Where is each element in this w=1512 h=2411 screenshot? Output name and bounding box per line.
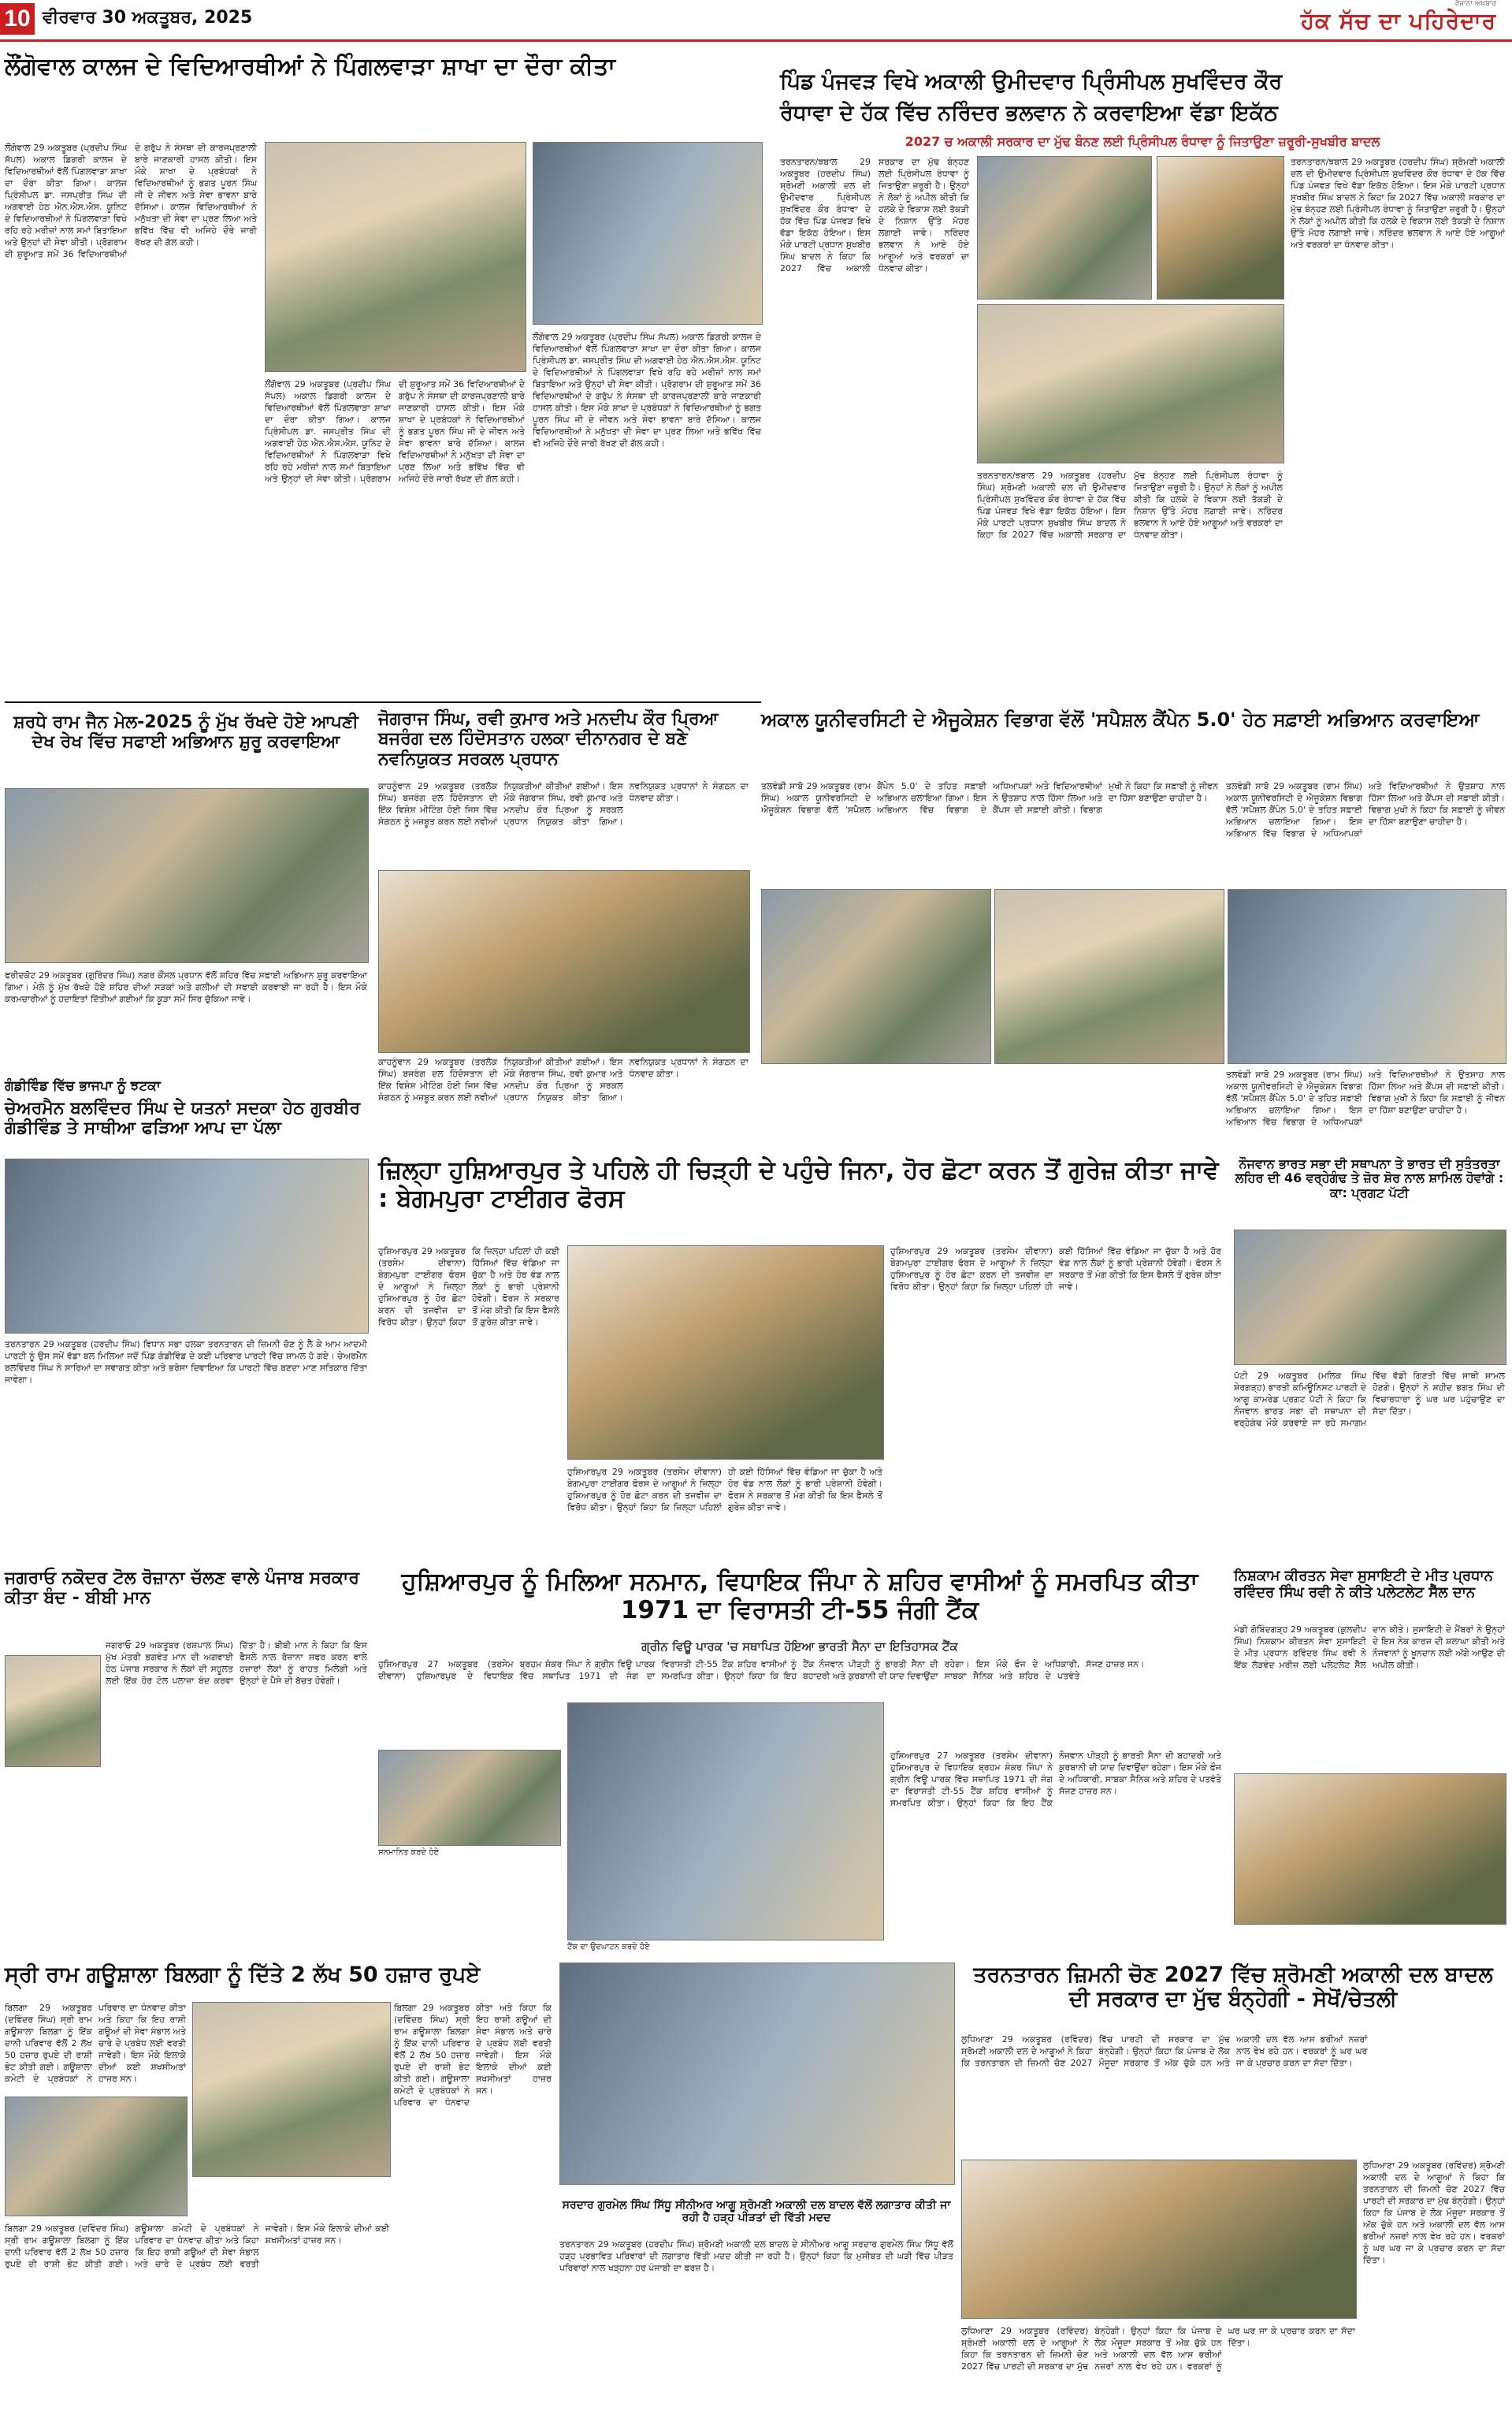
photo-bajrang — [378, 870, 750, 1053]
photo-pargat — [1234, 1230, 1506, 1365]
photo-tank-2 — [567, 1702, 884, 1940]
photo-gandiwind — [5, 1159, 369, 1334]
body-begumpura-3: ਹੁਸ਼ਿਆਰਪੁਰ 29 ਅਕਤੂਬਰ (ਤਰਸੇਮ ਦੀਵਾਨਾ) ਬੇਗਮਪੁਰਾ ਟਾਈਗਰ ਫੋਰਸ ਦੇ ਆਗੂਆਂ ਨੇ ਜ਼ਿਲ੍ਹਾ ਹੁਸ਼ਿਆਰਪੁਰ ਨੂੰ ਹੋਰ ਛੋਟਾ ਕਰਨ ਦੀ ਤਜਵੀਜ਼ ਦਾ ਵਿਰੋਧ ਕੀਤਾ। ਉਨ੍ਹਾਂ ਕਿਹਾ ਕਿ ਜ਼ਿਲ੍ਹਾ ਪਹਿਲਾਂ ਹੀ ਕਈ ਹਿੱਸਿਆਂ ਵਿੱਚ ਵੰਡਿਆ ਜਾ ਚੁੱਕਾ ਹੈ ਅਤੇ ਹੋਰ ਵੰਡ ਨਾਲ ਲੋਕਾਂ ਨੂੰ ਭਾਰੀ ਪ੍ਰੇਸ਼ਾਨੀ ਹੋਵੇਗੀ। ਫੋਰਸ ਨੇ ਸਰਕਾਰ ਤੋਂ ਮੰਗ ਕੀਤੀ ਕਿ ਇਸ ਫੈਸਲੇ ਤੋਂ ਗੁਰੇਜ਼ ਕੀਤਾ ਜਾਵੇ। — [890, 1246, 1221, 1292]
photo-akali-2 — [1157, 156, 1284, 300]
body-akali-3: ਤਰਨਤਾਰਨ/ਝਬਾਲ 29 ਅਕਤੂਬਰ (ਹਰਦੀਪ ਸਿੰਘ) ਸ਼੍ਰੋਮਣੀ ਅਕਾਲੀ ਦਲ ਦੀ ਉਮੀਦਵਾਰ ਪ੍ਰਿੰਸੀਪਲ ਸੁਖਵਿੰਦਰ ਕੌਰ ਰੰਧਾਵਾ ਦੇ ਹੱਕ ਵਿੱਚ ਪਿੰਡ ਪੰਜਵੜ ਵਿਖੇ ਵੱਡਾ ਇਕੱਠ ਹੋਇਆ। ਇਸ ਮੌਕੇ ਪਾਰਟੀ ਪ੍ਰਧਾਨ ਸੁਖਬੀਰ ਸਿੰਘ ਬਾਦਲ ਨੇ ਕਿਹਾ ਕਿ 2027 ਵਿੱਚ ਅਕਾਲੀ ਸਰਕਾਰ ਦਾ ਮੁੱਢ ਬੰਨ੍ਹਣ ਲਈ ਪ੍ਰਿੰਸੀਪਲ ਰੰਧਾਵਾ ਨੂੰ ਜਿਤਾਉਣਾ ਜ਼ਰੂਰੀ ਹੈ। ਉਨ੍ਹਾਂ ਨੇ ਲੋਕਾਂ ਨੂੰ ਅਪੀਲ ਕੀਤੀ ਕਿ ਹਲਕੇ ਦੇ ਵਿਕਾਸ ਲਈ ਤੱਕੜੀ ਦੇ ਨਿਸ਼ਾਨ ਉੱਤੇ ਮੋਹਰ ਲਗਾਈ ਜਾਵੇ। ਨਰਿੰਦਰ ਭਲਵਾਨ ਨੇ ਆਏ ਹੋਏ ਆਗੂਆਂ ਅਤੇ ਵਰਕਰਾਂ ਦਾ ਧੰਨਵਾਦ ਕੀਤਾ। — [1291, 157, 1505, 250]
photo-akali-1 — [977, 156, 1152, 300]
photo-university-1 — [761, 889, 991, 1064]
subhead-akali: 2027 ਚ ਅਕਾਲੀ ਸਰਕਾਰ ਦਾ ਮੁੱਢ ਬੰਨਣ ਲਈ ਪ੍ਰਿੰਸੀਪਲ ਰੰਧਾਵਾ ਨੂੰ ਜਿਤਾਉਣਾ ਜ਼ਰੂਰੀ-ਸੁਖਬੀਰ ਬਾਦਲ — [905, 134, 1380, 149]
body-begumpura-2: ਹੁਸ਼ਿਆਰਪੁਰ 29 ਅਕਤੂਬਰ (ਤਰਸੇਮ ਦੀਵਾਨਾ) ਬੇਗਮਪੁਰਾ ਟਾਈਗਰ ਫੋਰਸ ਦੇ ਆਗੂਆਂ ਨੇ ਜ਼ਿਲ੍ਹਾ ਹੁਸ਼ਿਆਰਪੁਰ ਨੂੰ ਹੋਰ ਛੋਟਾ ਕਰਨ ਦੀ ਤਜਵੀਜ਼ ਦਾ ਵਿਰੋਧ ਕੀਤਾ। ਉਨ੍ਹਾਂ ਕਿਹਾ ਕਿ ਜ਼ਿਲ੍ਹਾ ਪਹਿਲਾਂ ਹੀ ਕਈ ਹਿੱਸਿਆਂ ਵਿੱਚ ਵੰਡਿਆ ਜਾ ਚੁੱਕਾ ਹੈ ਅਤੇ ਹੋਰ ਵੰਡ ਨਾਲ ਲੋਕਾਂ ਨੂੰ ਭਾਰੀ ਪ੍ਰੇਸ਼ਾਨੀ ਹੋਵੇਗੀ। ਫੋਰਸ ਨੇ ਸਰਕਾਰ ਤੋਂ ਮੰਗ ਕੀਤੀ ਕਿ ਇਸ ਫੈਸਲੇ ਤੋਂ ਗੁਰੇਜ਼ ਕੀਤਾ ਜਾਵੇ। — [567, 1467, 882, 1512]
masthead-logo: ਹੱਕ ਸੱਚ ਦਾ ਪਹਿਰੇਦਾਰ — [1300, 8, 1496, 34]
photo-sidhu — [559, 1963, 955, 2185]
body-sidhu: ਤਰਨਤਾਰਨ 29 ਅਕਤੂਬਰ (ਹਰਦੀਪ ਸਿੰਘ) ਸ਼੍ਰੋਮਣੀ ਅਕਾਲੀ ਦਲ ਬਾਦਲ ਦੇ ਸੀਨੀਅਰ ਆਗੂ ਸਰਦਾਰ ਗੁਰਮੇਲ ਸਿੰਘ ਸਿੱਧੂ ਵੱਲੋਂ ਹੜ੍ਹ ਪ੍ਰਭਾਵਿਤ ਪਰਿਵਾਰਾਂ ਦੀ ਲਗਾਤਾਰ ਵਿੱਤੀ ਮਦਦ ਕੀਤੀ ਜਾ ਰਹੀ ਹੈ। ਉਨ੍ਹਾਂ ਕਿਹਾ ਕਿ ਮੁਸੀਬਤ ਦੀ ਘੜੀ ਵਿੱਚ ਪੀੜਤ ਪਰਿਵਾਰਾਂ ਨਾਲ ਖੜ੍ਹਨਾ ਹਰ ਪੰਜਾਬੀ ਦਾ ਫਰਜ਼ ਹੈ। — [559, 2239, 953, 2273]
body-tank-2: ਹੁਸ਼ਿਆਰਪੁਰ 27 ਅਕਤੂਬਰ (ਤਰਸੇਮ ਦੀਵਾਨਾ) ਹੁਸ਼ਿਆਰਪੁਰ ਦੇ ਵਿਧਾਇਕ ਬ੍ਰਹਮ ਸ਼ੰਕਰ ਜਿੰਪਾ ਨੇ ਗ੍ਰੀਨ ਵਿਊ ਪਾਰਕ ਵਿੱਚ ਸਥਾਪਿਤ 1971 ਦੀ ਜੰਗ ਦਾ ਵਿਰਾਸਤੀ ਟੀ-55 ਟੈਂਕ ਸ਼ਹਿਰ ਵਾਸੀਆਂ ਨੂੰ ਸਮਰਪਿਤ ਕੀਤਾ। ਉਨ੍ਹਾਂ ਕਿਹਾ ਕਿ ਇਹ ਟੈਂਕ ਨੌਜਵਾਨ ਪੀੜ੍ਹੀ ਨੂੰ ਭਾਰਤੀ ਸੈਨਾ ਦੀ ਬਹਾਦਰੀ ਅਤੇ ਕੁਰਬਾਨੀ ਦੀ ਯਾਦ ਦਿਵਾਉਂਦਾ ਰਹੇਗਾ। ਇਸ ਮੌਕੇ ਫੌਜ ਦੇ ਅਧਿਕਾਰੀ, ਸਾਬਕਾ ਸੈਨਿਕ ਅਤੇ ਸ਼ਹਿਰ ਦੇ ਪਤਵੰਤੇ ਸੱਜਣ ਹਾਜ਼ਰ ਸਨ। — [890, 1751, 1221, 1808]
page-number-box — [0, 3, 35, 35]
caption-tank-2: ਟੈਂਕ ਦਾ ਉਦਘਾਟਨ ਕਰਦੇ ਹੋਏ — [567, 1943, 650, 1951]
body-longowal: ਲੌਂਗੋਵਾਲ 29 ਅਕਤੂਬਰ (ਪ੍ਰਦੀਪ ਸਿੰਘ ਸੱਪਲ) ਅਕਾਲ ਡਿਗਰੀ ਕਾਲਜ ਦੇ ਵਿਦਿਆਰਥੀਆਂ ਵੱਲੋਂ ਪਿੰਗਲਵਾੜਾ ਸ਼ਾਖਾ ਦਾ ਦੌਰਾ ਕੀਤਾ ਗਿਆ। ਕਾਲਜ ਪ੍ਰਿੰਸੀਪਲ ਡਾ. ਜਸਪ੍ਰੀਤ ਸਿੰਘ ਦੀ ਅਗਵਾਈ ਹੇਠ ਐਨ.ਐਸ.ਐਸ. ਯੂਨਿਟ ਦੇ ਵਿਦਿਆਰਥੀਆਂ ਨੇ ਪਿੰਗਲਵਾੜਾ ਵਿਖੇ ਰਹਿ ਰਹੇ ਮਰੀਜ਼ਾਂ ਨਾਲ ਸਮਾਂ ਬਿਤਾਇਆ ਅਤੇ ਉਨ੍ਹਾਂ ਦੀ ਸੇਵਾ ਕੀਤੀ। ਪ੍ਰੋਗਰਾਮ ਦੀ ਸ਼ੁਰੂਆਤ ਸਮੇਂ 36 ਵਿਦਿਆਰਥੀਆਂ ਦੇ ਗਰੁੱਪ ਨੇ ਸੰਸਥਾ ਦੀ ਕਾਰਜਪ੍ਰਣਾਲੀ ਬਾਰੇ ਜਾਣਕਾਰੀ ਹਾਸਲ ਕੀਤੀ। ਇਸ ਮੌਕੇ ਸ਼ਾਖਾ ਦੇ ਪ੍ਰਬੰਧਕਾਂ ਨੇ ਵਿਦਿਆਰਥੀਆਂ ਨੂੰ ਭਗਤ ਪੂਰਨ ਸਿੰਘ ਜੀ ਦੇ ਜੀਵਨ ਅਤੇ ਸੇਵਾ ਭਾਵਨਾ ਬਾਰੇ ਦੱਸਿਆ। ਕਾਲਜ ਵਿਦਿਆਰਥੀਆਂ ਨੇ ਮਨੁੱਖਤਾ ਦੀ ਸੇਵਾ ਦਾ ਪ੍ਰਣ ਲਿਆ ਅਤੇ ਭਵਿੱਖ ਵਿੱਚ ਵੀ ਅਜਿਹੇ ਦੌਰੇ ਜਾਰੀ ਰੱਖਣ ਦੀ ਗੱਲ ਕਹੀ। — [5, 143, 257, 259]
body-sekhon-3: ਲੁਧਿਆਣਾ 29 ਅਕਤੂਬਰ (ਰਵਿੰਦਰ) ਸ਼੍ਰੋਮਣੀ ਅਕਾਲੀ ਦਲ ਦੇ ਆਗੂਆਂ ਨੇ ਕਿਹਾ ਕਿ ਤਰਨਤਾਰਨ ਦੀ ਜ਼ਿਮਨੀ ਚੋਣ 2027 ਵਿੱਚ ਪਾਰਟੀ ਦੀ ਸਰਕਾਰ ਦਾ ਮੁੱਢ ਬੰਨ੍ਹੇਗੀ। ਉਨ੍ਹਾਂ ਕਿਹਾ ਕਿ ਪੰਜਾਬ ਦੇ ਲੋਕ ਮੌਜੂਦਾ ਸਰਕਾਰ ਤੋਂ ਅੱਕ ਚੁੱਕੇ ਹਨ ਅਤੇ ਅਕਾਲੀ ਦਲ ਵੱਲ ਆਸ ਭਰੀਆਂ ਨਜ਼ਰਾਂ ਨਾਲ ਵੇਖ ਰਹੇ ਹਨ। ਵਰਕਰਾਂ ਨੂੰ ਘਰ ਘਰ ਜਾ ਕੇ ਪ੍ਰਚਾਰ ਕਰਨ ਦਾ ਸੱਦਾ ਦਿੱਤਾ। — [1363, 2160, 1505, 2265]
body-sekhon: ਲੁਧਿਆਣਾ 29 ਅਕਤੂਬਰ (ਰਵਿੰਦਰ) ਸ਼੍ਰੋਮਣੀ ਅਕਾਲੀ ਦਲ ਦੇ ਆਗੂਆਂ ਨੇ ਕਿਹਾ ਕਿ ਤਰਨਤਾਰਨ ਦੀ ਜ਼ਿਮਨੀ ਚੋਣ 2027 ਵਿੱਚ ਪਾਰਟੀ ਦੀ ਸਰਕਾਰ ਦਾ ਮੁੱਢ ਬੰਨ੍ਹੇਗੀ। ਉਨ੍ਹਾਂ ਕਿਹਾ ਕਿ ਪੰਜਾਬ ਦੇ ਲੋਕ ਮੌਜੂਦਾ ਸਰਕਾਰ ਤੋਂ ਅੱਕ ਚੁੱਕੇ ਹਨ ਅਤੇ ਅਕਾਲੀ ਦਲ ਵੱਲ ਆਸ ਭਰੀਆਂ ਨਜ਼ਰਾਂ ਨਾਲ ਵੇਖ ਰਹੇ ਹਨ। ਵਰਕਰਾਂ ਨੂੰ ਘਰ ਘਰ ਜਾ ਕੇ ਪ੍ਰਚਾਰ ਕਰਨ ਦਾ ਸੱਦਾ ਦਿੱਤਾ। — [961, 2034, 1368, 2068]
photo-gaushala-1 — [5, 2097, 188, 2216]
body-kirtan: ਮੰਡੀ ਗੋਬਿੰਦਗੜ੍ਹ 29 ਅਕਤੂਬਰ (ਕੁਲਦੀਪ ਸਿੰਘ) ਨਿਸ਼ਕਾਮ ਕੀਰਤਨ ਸੇਵਾ ਸੁਸਾਇਟੀ ਦੇ ਮੀਤ ਪ੍ਰਧਾਨ ਰਵਿੰਦਰ ਸਿੰਘ ਰਵੀ ਨੇ ਇੱਕ ਲੋੜਵੰਦ ਮਰੀਜ਼ ਲਈ ਪਲੇਟਲੇਟ ਸੈੱਲ ਦਾਨ ਕੀਤੇ। ਸੁਸਾਇਟੀ ਦੇ ਮੈਂਬਰਾਂ ਨੇ ਉਨ੍ਹਾਂ ਦੇ ਇਸ ਨੇਕ ਕਾਰਜ ਦੀ ਸ਼ਲਾਘਾ ਕੀਤੀ ਅਤੇ ਨੌਜਵਾਨਾਂ ਨੂੰ ਖੂਨਦਾਨ ਲਈ ਅੱਗੇ ਆਉਣ ਦੀ ਅਪੀਲ ਕੀਤੀ। — [1234, 1624, 1505, 1670]
photo-university-2 — [994, 889, 1224, 1064]
body-university: ਤਲਵੰਡੀ ਸਾਬੋ 29 ਅਕਤੂਬਰ (ਰਾਮ ਸਿੰਘ) ਅਕਾਲ ਯੂਨੀਵਰਸਿਟੀ ਦੇ ਐਜੂਕੇਸ਼ਨ ਵਿਭਾਗ ਵੱਲੋਂ 'ਸਪੈਸ਼ਲ ਕੈਂਪੇਨ 5.0' ਦੇ ਤਹਿਤ ਸਫ਼ਾਈ ਅਭਿਆਨ ਚਲਾਇਆ ਗਿਆ। ਇਸ ਅਭਿਆਨ ਵਿੱਚ ਵਿਭਾਗ ਦੇ ਅਧਿਆਪਕਾਂ ਅਤੇ ਵਿਦਿਆਰਥੀਆਂ ਨੇ ਉਤਸ਼ਾਹ ਨਾਲ ਹਿੱਸਾ ਲਿਆ ਅਤੇ ਕੈਂਪਸ ਦੀ ਸਫ਼ਾਈ ਕੀਤੀ। ਵਿਭਾਗ ਮੁਖੀ ਨੇ ਕਿਹਾ ਕਿ ਸਫ਼ਾਈ ਨੂੰ ਜੀਵਨ ਦਾ ਹਿੱਸਾ ਬਣਾਉਣਾ ਚਾਹੀਦਾ ਹੈ। — [761, 781, 1218, 815]
body-akali-2: ਤਰਨਤਾਰਨ/ਝਬਾਲ 29 ਅਕਤੂਬਰ (ਹਰਦੀਪ ਸਿੰਘ) ਸ਼੍ਰੋਮਣੀ ਅਕਾਲੀ ਦਲ ਦੀ ਉਮੀਦਵਾਰ ਪ੍ਰਿੰਸੀਪਲ ਸੁਖਵਿੰਦਰ ਕੌਰ ਰੰਧਾਵਾ ਦੇ ਹੱਕ ਵਿੱਚ ਪਿੰਡ ਪੰਜਵੜ ਵਿਖੇ ਵੱਡਾ ਇਕੱਠ ਹੋਇਆ। ਇਸ ਮੌਕੇ ਪਾਰਟੀ ਪ੍ਰਧਾਨ ਸੁਖਬੀਰ ਸਿੰਘ ਬਾਦਲ ਨੇ ਕਿਹਾ ਕਿ 2027 ਵਿੱਚ ਅਕਾਲੀ ਸਰਕਾਰ ਦਾ ਮੁੱਢ ਬੰਨ੍ਹਣ ਲਈ ਪ੍ਰਿੰਸੀਪਲ ਰੰਧਾਵਾ ਨੂੰ ਜਿਤਾਉਣਾ ਜ਼ਰੂਰੀ ਹੈ। ਉਨ੍ਹਾਂ ਨੇ ਲੋਕਾਂ ਨੂੰ ਅਪੀਲ ਕੀਤੀ ਕਿ ਹਲਕੇ ਦੇ ਵਿਕਾਸ ਲਈ ਤੱਕੜੀ ਦੇ ਨਿਸ਼ਾਨ ਉੱਤੇ ਮੋਹਰ ਲਗਾਈ ਜਾਵੇ। ਨਰਿੰਦਰ ਭਲਵਾਨ ਨੇ ਆਏ ਹੋਏ ਆਗੂਆਂ ਅਤੇ ਵਰਕਰਾਂ ਦਾ ਧੰਨਵਾਦ ਕੀਤਾ। — [977, 471, 1283, 540]
headline-bajrang: ਜੋਗਰਾਜ ਸਿੰਘ, ਰਵੀ ਕੁਮਾਰ ਅਤੇ ਮਨਦੀਪ ਕੌਰ ਪ੍ਰਿਆ ਬਜਰੰਗ ਦਲ ਹਿੰਦੋਸਤਾਨ ਹਲਕਾ ਦੀਨਾਨਗਰ ਦੇ ਬਣੇ ਨਵਨਿਯੁਕਤ ਸਰਕਲ ਪ੍ਰਧਾਨ — [378, 709, 719, 769]
body-bajrang-2: ਕਾਹਨੂੰਵਾਨ 29 ਅਕਤੂਬਰ (ਤਰਲੋਕ ਸਿੰਘ) ਬਜਰੰਗ ਦਲ ਹਿੰਦੋਸਤਾਨ ਦੀ ਇੱਕ ਵਿਸ਼ੇਸ਼ ਮੀਟਿੰਗ ਹੋਈ ਜਿਸ ਵਿੱਚ ਸੰਗਠਨ ਨੂੰ ਮਜ਼ਬੂਤ ਕਰਨ ਲਈ ਨਵੀਆਂ ਨਿਯੁਕਤੀਆਂ ਕੀਤੀਆਂ ਗਈਆਂ। ਇਸ ਮੌਕੇ ਜੋਗਰਾਜ ਸਿੰਘ, ਰਵੀ ਕੁਮਾਰ ਅਤੇ ਮਨਦੀਪ ਕੌਰ ਪ੍ਰਿਆ ਨੂੰ ਸਰਕਲ ਪ੍ਰਧਾਨ ਨਿਯੁਕਤ ਕੀਤਾ ਗਿਆ। ਨਵਨਿਯੁਕਤ ਪ੍ਰਧਾਨਾਂ ਨੇ ਸੰਗਠਨ ਦਾ ਧੰਨਵਾਦ ਕੀਤਾ। — [378, 1057, 749, 1103]
body-gaushala: ਬਿਲਗਾ 29 ਅਕਤੂਬਰ (ਦਵਿੰਦਰ ਸਿੰਘ) ਸ੍ਰੀ ਰਾਮ ਗਊਸ਼ਾਲਾ ਬਿਲਗਾ ਨੂੰ ਇੱਕ ਦਾਨੀ ਪਰਿਵਾਰ ਵੱਲੋਂ 2 ਲੱਖ 50 ਹਜ਼ਾਰ ਰੁਪਏ ਦੀ ਰਾਸ਼ੀ ਭੇਟ ਕੀਤੀ ਗਈ। ਗਊਸ਼ਾਲਾ ਕਮੇਟੀ ਦੇ ਪ੍ਰਬੰਧਕਾਂ ਨੇ ਪਰਿਵਾਰ ਦਾ ਧੰਨਵਾਦ ਕੀਤਾ ਅਤੇ ਕਿਹਾ ਕਿ ਇਹ ਰਾਸ਼ੀ ਗਊਆਂ ਦੀ ਸੇਵਾ ਸੰਭਾਲ ਅਤੇ ਚਾਰੇ ਦੇ ਪ੍ਰਬੰਧ ਲਈ ਵਰਤੀ ਜਾਵੇਗੀ। ਇਸ ਮੌਕੇ ਇਲਾਕੇ ਦੀਆਂ ਕਈ ਸ਼ਖਸੀਅਤਾਂ ਹਾਜ਼ਰ ਸਨ। — [5, 2003, 186, 2084]
kicker-gandiwind: ਗੰਡੀਵਿੰਡ ਵਿੱਚ ਭਾਜਪਾ ਨੂੰ ਝਟਕਾ — [5, 1078, 161, 1094]
photo-begumpura — [567, 1245, 884, 1460]
divider — [5, 701, 761, 703]
headline-kirtan: ਨਿਸ਼ਕਾਮ ਕੀਰਤਨ ਸੇਵਾ ਸੁਸਾਇਟੀ ਦੇ ਮੀਤ ਪ੍ਰਧਾਨ ਰਵਿੰਦਰ ਸਿੰਘ ਰਵੀ ਨੇ ਕੀਤੇ ਪਲੇਟਲੇਟ ਸੈੱਲ ਦਾਨ — [1234, 1568, 1493, 1601]
headline-sidhu: ਸਰਦਾਰ ਗੁਰਮੇਲ ਸਿੰਘ ਸਿੱਧੂ ਸੀਨੀਅਰ ਆਗੂ ਸ਼੍ਰੋਮਣੀ ਅਕਾਲੀ ਦਲ ਬਾਦਲ ਵੱਲੋਂ ਲਗਾਤਾਰ ਕੀਤੀ ਜਾ ਰਹੀ ਹੈ ਹੜ੍ਹ ਪੀੜਤਾਂ ਦੀ ਵਿੱਤੀ ਮਦਦ — [562, 2199, 951, 2225]
photo-gaushala-2 — [192, 2002, 391, 2177]
body-university-3: ਤਲਵੰਡੀ ਸਾਬੋ 29 ਅਕਤੂਬਰ (ਰਾਮ ਸਿੰਘ) ਅਕਾਲ ਯੂਨੀਵਰਸਿਟੀ ਦੇ ਐਜੂਕੇਸ਼ਨ ਵਿਭਾਗ ਵੱਲੋਂ 'ਸਪੈਸ਼ਲ ਕੈਂਪੇਨ 5.0' ਦੇ ਤਹਿਤ ਸਫ਼ਾਈ ਅਭਿਆਨ ਚਲਾਇਆ ਗਿਆ। ਇਸ ਅਭਿਆਨ ਵਿੱਚ ਵਿਭਾਗ ਦੇ ਅਧਿਆਪਕਾਂ ਅਤੇ ਵਿਦਿਆਰਥੀਆਂ ਨੇ ਉਤਸ਼ਾਹ ਨਾਲ ਹਿੱਸਾ ਲਿਆ ਅਤੇ ਕੈਂਪਸ ਦੀ ਸਫ਼ਾਈ ਕੀਤੀ। ਵਿਭਾਗ ਮੁਖੀ ਨੇ ਕਿਹਾ ਕਿ ਸਫ਼ਾਈ ਨੂੰ ਜੀਵਨ ਦਾ ਹਿੱਸਾ ਬਣਾਉਣਾ ਚਾਹੀਦਾ ਹੈ। — [1226, 1070, 1505, 1127]
body-pargat: ਪੱਟੀ 29 ਅਕਤੂਬਰ (ਮਲਿਕ ਸਿੰਘ ਸ਼ੇਰਗੜ੍ਹ) ਭਾਰਤੀ ਕਮਿਊਨਿਸਟ ਪਾਰਟੀ ਦੇ ਆਗੂ ਕਾਮਰੇਡ ਪ੍ਰਗਟ ਪੱਟੀ ਨੇ ਕਿਹਾ ਕਿ ਨੌਜਵਾਨ ਭਾਰਤ ਸਭਾ ਦੀ ਸਥਾਪਨਾ ਦੀ ਵਰ੍ਹੇਗੰਢ ਮੌਕੇ ਕਰਵਾਏ ਜਾ ਰਹੇ ਸਮਾਗਮ ਵਿੱਚ ਵੱਡੀ ਗਿਣਤੀ ਵਿੱਚ ਸਾਥੀ ਸ਼ਾਮਲ ਹੋਣਗੇ। ਉਨ੍ਹਾਂ ਨੇ ਸ਼ਹੀਦ ਭਗਤ ਸਿੰਘ ਦੀ ਵਿਚਾਰਧਾਰਾ ਨੂੰ ਘਰ ਘਰ ਪਹੁੰਚਾਉਣ ਦਾ ਸੱਦਾ ਦਿੱਤਾ। — [1234, 1371, 1505, 1428]
headline-toll: ਜਗਰਾਓ ਨਕੋਦਰ ਟੋਲ ਰੋਜ਼ਾਨਾ ਚੱਲਣ ਵਾਲੇ ਪੰਜਾਬ ਸਰਕਾਰ ਕੀਤਾ ਬੰਦ - ਬੀਬੀ ਮਾਨ — [5, 1568, 359, 1609]
body-university-2: ਤਲਵੰਡੀ ਸਾਬੋ 29 ਅਕਤੂਬਰ (ਰਾਮ ਸਿੰਘ) ਅਕਾਲ ਯੂਨੀਵਰਸਿਟੀ ਦੇ ਐਜੂਕੇਸ਼ਨ ਵਿਭਾਗ ਵੱਲੋਂ 'ਸਪੈਸ਼ਲ ਕੈਂਪੇਨ 5.0' ਦੇ ਤਹਿਤ ਸਫ਼ਾਈ ਅਭਿਆਨ ਚਲਾਇਆ ਗਿਆ। ਇਸ ਅਭਿਆਨ ਵਿੱਚ ਵਿਭਾਗ ਦੇ ਅਧਿਆਪਕਾਂ ਅਤੇ ਵਿਦਿਆਰਥੀਆਂ ਨੇ ਉਤਸ਼ਾਹ ਨਾਲ ਹਿੱਸਾ ਲਿਆ ਅਤੇ ਕੈਂਪਸ ਦੀ ਸਫ਼ਾਈ ਕੀਤੀ। ਵਿਭਾਗ ਮੁਖੀ ਨੇ ਕਿਹਾ ਕਿ ਸਫ਼ਾਈ ਨੂੰ ਜੀਵਨ ਦਾ ਹਿੱਸਾ ਬਣਾਉਣਾ ਚਾਹੀਦਾ ਹੈ। — [1226, 781, 1505, 839]
body-toll: ਜਗਰਾਓ 29 ਅਕਤੂਬਰ (ਰਸ਼ਪਾਲ ਸਿੰਘ) ਮੁੱਖ ਮੰਤਰੀ ਭਗਵੰਤ ਮਾਨ ਦੀ ਅਗਵਾਈ ਹੇਠ ਪੰਜਾਬ ਸਰਕਾਰ ਨੇ ਲੋਕਾਂ ਦੀ ਸਹੂਲਤ ਲਈ ਇੱਕ ਹੋਰ ਟੋਲ ਪਲਾਜ਼ਾ ਬੰਦ ਕਰਵਾ ਦਿੱਤਾ ਹੈ। ਬੀਬੀ ਮਾਨ ਨੇ ਕਿਹਾ ਕਿ ਇਸ ਫੈਸਲੇ ਨਾਲ ਰੋਜ਼ਾਨਾ ਸਫਰ ਕਰਨ ਵਾਲੇ ਹਜ਼ਾਰਾਂ ਲੋਕਾਂ ਨੂੰ ਰਾਹਤ ਮਿਲੇਗੀ ਅਤੇ ਉਨ੍ਹਾਂ ਦੇ ਪੈਸੇ ਦੀ ਬੱਚਤ ਹੋਵੇਗੀ। — [106, 1640, 367, 1686]
issue-date: ਵੀਰਵਾਰ 30 ਅਕਤੂਬਰ, 2025 — [43, 8, 253, 28]
subhead-tank: ਗ੍ਰੀਨ ਵਿਊ ਪਾਰਕ 'ਚ ਸਥਾਪਿਤ ਹੋਇਆ ਭਾਰਤੀ ਸੈਨਾ ਦਾ ਇਤਿਹਾਸਕ ਟੈਂਕ — [641, 1639, 958, 1654]
body-sekhon-2: ਲੁਧਿਆਣਾ 29 ਅਕਤੂਬਰ (ਰਵਿੰਦਰ) ਸ਼੍ਰੋਮਣੀ ਅਕਾਲੀ ਦਲ ਦੇ ਆਗੂਆਂ ਨੇ ਕਿਹਾ ਕਿ ਤਰਨਤਾਰਨ ਦੀ ਜ਼ਿਮਨੀ ਚੋਣ 2027 ਵਿੱਚ ਪਾਰਟੀ ਦੀ ਸਰਕਾਰ ਦਾ ਮੁੱਢ ਬੰਨ੍ਹੇਗੀ। ਉਨ੍ਹਾਂ ਕਿਹਾ ਕਿ ਪੰਜਾਬ ਦੇ ਲੋਕ ਮੌਜੂਦਾ ਸਰਕਾਰ ਤੋਂ ਅੱਕ ਚੁੱਕੇ ਹਨ ਅਤੇ ਅਕਾਲੀ ਦਲ ਵੱਲ ਆਸ ਭਰੀਆਂ ਨਜ਼ਰਾਂ ਨਾਲ ਵੇਖ ਰਹੇ ਹਨ। ਵਰਕਰਾਂ ਨੂੰ ਘਰ ਘਰ ਜਾ ਕੇ ਪ੍ਰਚਾਰ ਕਰਨ ਦਾ ਸੱਦਾ ਦਿੱਤਾ। — [961, 2326, 1355, 2372]
body-begumpura: ਹੁਸ਼ਿਆਰਪੁਰ 29 ਅਕਤੂਬਰ (ਤਰਸੇਮ ਦੀਵਾਨਾ) ਬੇਗਮਪੁਰਾ ਟਾਈਗਰ ਫੋਰਸ ਦੇ ਆਗੂਆਂ ਨੇ ਜ਼ਿਲ੍ਹਾ ਹੁਸ਼ਿਆਰਪੁਰ ਨੂੰ ਹੋਰ ਛੋਟਾ ਕਰਨ ਦੀ ਤਜਵੀਜ਼ ਦਾ ਵਿਰੋਧ ਕੀਤਾ। ਉਨ੍ਹਾਂ ਕਿਹਾ ਕਿ ਜ਼ਿਲ੍ਹਾ ਪਹਿਲਾਂ ਹੀ ਕਈ ਹਿੱਸਿਆਂ ਵਿੱਚ ਵੰਡਿਆ ਜਾ ਚੁੱਕਾ ਹੈ ਅਤੇ ਹੋਰ ਵੰਡ ਨਾਲ ਲੋਕਾਂ ਨੂੰ ਭਾਰੀ ਪ੍ਰੇਸ਼ਾਨੀ ਹੋਵੇਗੀ। ਫੋਰਸ ਨੇ ਸਰਕਾਰ ਤੋਂ ਮੰਗ ਕੀਤੀ ਕਿ ਇਸ ਫੈਸਲੇ ਤੋਂ ਗੁਰੇਜ਼ ਕੀਤਾ ਜਾਵੇ। — [378, 1246, 559, 1327]
body-safai: ਫਰੀਦਕੋਟ 29 ਅਕਤੂਬਰ (ਗੁਰਿੰਦਰ ਸਿੰਘ) ਨਗਰ ਕੌਂਸਲ ਪ੍ਰਧਾਨ ਵੱਲੋਂ ਸ਼ਹਿਰ ਵਿੱਚ ਸਫਾਈ ਅਭਿਆਨ ਸ਼ੁਰੂ ਕਰਵਾਇਆ ਗਿਆ। ਮੇਲੇ ਨੂੰ ਮੁੱਖ ਰੱਖਦੇ ਹੋਏ ਸ਼ਹਿਰ ਦੀਆਂ ਸੜਕਾਂ ਅਤੇ ਗਲੀਆਂ ਦੀ ਸਫਾਈ ਕਰਵਾਈ ਜਾ ਰਹੀ ਹੈ। ਇਸ ਮੌਕੇ ਕਰਮਚਾਰੀਆਂ ਨੂੰ ਹਦਾਇਤਾਂ ਦਿੱਤੀਆਂ ਗਈਆਂ ਕਿ ਕੂੜਾ ਸਮੇਂ ਸਿਰ ਚੁੱਕਿਆ ਜਾਵੇ। — [5, 970, 367, 1004]
photo-toll — [5, 1655, 101, 1767]
body-bajrang: ਕਾਹਨੂੰਵਾਨ 29 ਅਕਤੂਬਰ (ਤਰਲੋਕ ਸਿੰਘ) ਬਜਰੰਗ ਦਲ ਹਿੰਦੋਸਤਾਨ ਦੀ ਇੱਕ ਵਿਸ਼ੇਸ਼ ਮੀਟਿੰਗ ਹੋਈ ਜਿਸ ਵਿੱਚ ਸੰਗਠਨ ਨੂੰ ਮਜ਼ਬੂਤ ਕਰਨ ਲਈ ਨਵੀਆਂ ਨਿਯੁਕਤੀਆਂ ਕੀਤੀਆਂ ਗਈਆਂ। ਇਸ ਮੌਕੇ ਜੋਗਰਾਜ ਸਿੰਘ, ਰਵੀ ਕੁਮਾਰ ਅਤੇ ਮਨਦੀਪ ਕੌਰ ਪ੍ਰਿਆ ਨੂੰ ਸਰਕਲ ਪ੍ਰਧਾਨ ਨਿਯੁਕਤ ਕੀਤਾ ਗਿਆ। ਨਵਨਿਯੁਕਤ ਪ੍ਰਧਾਨਾਂ ਨੇ ਸੰਗਠਨ ਦਾ ਧੰਨਵਾਦ ਕੀਤਾ। — [378, 781, 749, 827]
headline-begumpura: ਜ਼ਿਲ੍ਹਾ ਹੁਸ਼ਿਆਰਪੁਰ ਤੇ ਪਹਿਲੇ ਹੀ ਚਿੜ੍ਹੀ ਦੇ ਪਹੁੰਚੇ ਜਿਨਾ, ਹੋਰ ਛੋਟਾ ਕਰਨ ਤੋਂ ਗੁਰੇਜ਼ ਕੀਤਾ ਜਾਵੇ : ਬੇਗਮਪੁਰਾ ਟਾਈਗਰ ਫੋਰਸ — [378, 1156, 1219, 1213]
body-gaushala-3: ਬਿਲਗਾ 29 ਅਕਤੂਬਰ (ਦਵਿੰਦਰ ਸਿੰਘ) ਸ੍ਰੀ ਰਾਮ ਗਊਸ਼ਾਲਾ ਬਿਲਗਾ ਨੂੰ ਇੱਕ ਦਾਨੀ ਪਰਿਵਾਰ ਵੱਲੋਂ 2 ਲੱਖ 50 ਹਜ਼ਾਰ ਰੁਪਏ ਦੀ ਰਾਸ਼ੀ ਭੇਟ ਕੀਤੀ ਗਈ। ਗਊਸ਼ਾਲਾ ਕਮੇਟੀ ਦੇ ਪ੍ਰਬੰਧਕਾਂ ਨੇ ਪਰਿਵਾਰ ਦਾ ਧੰਨਵਾਦ ਕੀਤਾ ਅਤੇ ਕਿਹਾ ਕਿ ਇਹ ਰਾਸ਼ੀ ਗਊਆਂ ਦੀ ਸੇਵਾ ਸੰਭਾਲ ਅਤੇ ਚਾਰੇ ਦੇ ਪ੍ਰਬੰਧ ਲਈ ਵਰਤੀ ਜਾਵੇਗੀ। ਇਸ ਮੌਕੇ ਇਲਾਕੇ ਦੀਆਂ ਕਈ ਸ਼ਖਸੀਅਤਾਂ ਹਾਜ਼ਰ ਸਨ। — [394, 2003, 552, 2108]
headline-tank: ਹੁਸ਼ਿਆਰਪੁਰ ਨੂੰ ਮਿਲਿਆ ਸਨਮਾਨ, ਵਿਧਾਇਕ ਜਿੰਪਾ ਨੇ ਸ਼ਹਿਰ ਵਾਸੀਆਂ ਨੂੰ ਸਮਰਪਿਤ ਕੀਤਾ 1971 ਦਾ ਵਿਰਾਸਤੀ ਟੀ-55 ਜੰਗੀ ਟੈਂਕ — [401, 1568, 1198, 1624]
body-tank: ਹੁਸ਼ਿਆਰਪੁਰ 27 ਅਕਤੂਬਰ (ਤਰਸੇਮ ਦੀਵਾਨਾ) ਹੁਸ਼ਿਆਰਪੁਰ ਦੇ ਵਿਧਾਇਕ ਬ੍ਰਹਮ ਸ਼ੰਕਰ ਜਿੰਪਾ ਨੇ ਗ੍ਰੀਨ ਵਿਊ ਪਾਰਕ ਵਿੱਚ ਸਥਾਪਿਤ 1971 ਦੀ ਜੰਗ ਦਾ ਵਿਰਾਸਤੀ ਟੀ-55 ਟੈਂਕ ਸ਼ਹਿਰ ਵਾਸੀਆਂ ਨੂੰ ਸਮਰਪਿਤ ਕੀਤਾ। ਉਨ੍ਹਾਂ ਕਿਹਾ ਕਿ ਇਹ ਟੈਂਕ ਨੌਜਵਾਨ ਪੀੜ੍ਹੀ ਨੂੰ ਭਾਰਤੀ ਸੈਨਾ ਦੀ ਬਹਾਦਰੀ ਅਤੇ ਕੁਰਬਾਨੀ ਦੀ ਯਾਦ ਦਿਵਾਉਂਦਾ ਰਹੇਗਾ। ਇਸ ਮੌਕੇ ਫੌਜ ਦੇ ਅਧਿਕਾਰੀ, ਸਾਬਕਾ ਸੈਨਿਕ ਅਤੇ ਸ਼ਹਿਰ ਦੇ ਪਤਵੰਤੇ ਸੱਜਣ ਹਾਜ਼ਰ ਸਨ। — [378, 1659, 1145, 1681]
headline-safai: ਸ਼ਰਧੇ ਰਾਮ ਜੈਨ ਮੇਲ-2025 ਨੂੰ ਮੁੱਖ ਰੱਖਦੇ ਹੋਏ ਆਪਣੀ ਦੇਖ ਰੇਖ ਵਿੱਚ ਸਫਾਈ ਅਭਿਆਨ ਸ਼ੁਰੂ ਕਰਵਾਇਆ — [13, 713, 358, 753]
photo-longowal-2 — [533, 142, 763, 325]
header-rule — [0, 39, 1512, 42]
headline-gandiwind: ਚੇਅਰਮੈਨ ਬਲਵਿੰਦਰ ਸਿੰਘ ਦੇ ਯਤਨਾਂ ਸਦਕਾ ਹੇਠ ਗੁਰਬੀਰ ਗੰਡੀਵਿੰਡ ਤੇ ਸਾਥੀਆ ਫੜਿਆ ਆਪ ਦਾ ਪੱਲਾ — [5, 1099, 361, 1139]
photo-university-3 — [1228, 889, 1506, 1064]
photo-sekhon — [961, 2160, 1357, 2319]
body-gandiwind: ਤਰਨਤਾਰਨ 29 ਅਕਤੂਬਰ (ਹਰਦੀਪ ਸਿੰਘ) ਵਿਧਾਨ ਸਭਾ ਹਲਕਾ ਤਰਨਤਾਰਨ ਦੀ ਜ਼ਿਮਨੀ ਚੋਣ ਨੂੰ ਲੈ ਕੇ ਆਮ ਆਦਮੀ ਪਾਰਟੀ ਨੂੰ ਉਸ ਸਮੇਂ ਵੱਡਾ ਬਲ ਮਿਲਿਆ ਜਦੋਂ ਪਿੰਡ ਗੰਡੀਵਿੰਡ ਦੇ ਕਈ ਪਰਿਵਾਰ ਪਾਰਟੀ ਵਿੱਚ ਸ਼ਾਮਲ ਹੋ ਗਏ। ਚੇਅਰਮੈਨ ਬਲਵਿੰਦਰ ਸਿੰਘ ਨੇ ਸਾਰਿਆਂ ਦਾ ਸਵਾਗਤ ਕੀਤਾ ਅਤੇ ਭਰੋਸਾ ਦਿਵਾਇਆ ਕਿ ਪਾਰਟੀ ਵਿੱਚ ਬਣਦਾ ਮਾਣ ਸਤਿਕਾਰ ਦਿੱਤਾ ਜਾਵੇਗਾ। — [5, 1339, 367, 1385]
page-number: 10 — [4, 6, 31, 32]
body-gaushala-2: ਬਿਲਗਾ 29 ਅਕਤੂਬਰ (ਦਵਿੰਦਰ ਸਿੰਘ) ਸ੍ਰੀ ਰਾਮ ਗਊਸ਼ਾਲਾ ਬਿਲਗਾ ਨੂੰ ਇੱਕ ਦਾਨੀ ਪਰਿਵਾਰ ਵੱਲੋਂ 2 ਲੱਖ 50 ਹਜ਼ਾਰ ਰੁਪਏ ਦੀ ਰਾਸ਼ੀ ਭੇਟ ਕੀਤੀ ਗਈ। ਗਊਸ਼ਾਲਾ ਕਮੇਟੀ ਦੇ ਪ੍ਰਬੰਧਕਾਂ ਨੇ ਪਰਿਵਾਰ ਦਾ ਧੰਨਵਾਦ ਕੀਤਾ ਅਤੇ ਕਿਹਾ ਕਿ ਇਹ ਰਾਸ਼ੀ ਗਊਆਂ ਦੀ ਸੇਵਾ ਸੰਭਾਲ ਅਤੇ ਚਾਰੇ ਦੇ ਪ੍ਰਬੰਧ ਲਈ ਵਰਤੀ ਜਾਵੇਗੀ। ਇਸ ਮੌਕੇ ਇਲਾਕੇ ਦੀਆਂ ਕਈ ਸ਼ਖਸੀਅਤਾਂ ਹਾਜ਼ਰ ਸਨ। — [5, 2223, 389, 2269]
masthead-bar — [0, 0, 1512, 38]
headline-longowal: ਲੌਂਗੋਵਾਲ ਕਾਲਜ ਦੇ ਵਿਦਿਆਰਥੀਆਂ ਨੇ ਪਿੰਗਲਵਾੜਾ ਸ਼ਾਖਾ ਦਾ ਦੌਰਾ ਕੀਤਾ — [5, 53, 615, 80]
photo-safai — [5, 788, 369, 963]
caption-tank-1: ਸਨਮਾਨਿਤ ਕਰਦੇ ਹੋਏ — [378, 1848, 440, 1857]
headline-gaushala: ਸ੍ਰੀ ਰਾਮ ਗਊਸ਼ਾਲਾ ਬਿਲਗਾ ਨੂੰ ਦਿੱਤੇ 2 ਲੱਖ 50 ਹਜ਼ਾਰ ਰੁਪਏ — [5, 1963, 481, 1987]
headline-sekhon: ਤਰਨਤਾਰਨ ਜ਼ਿਮਨੀ ਚੋਣ 2027 ਵਿੱਚ ਸ਼੍ਰੋਮਣੀ ਅਕਾਲੀ ਦਲ ਬਾਦਲ ਦੀ ਸਰਕਾਰ ਦਾ ਮੁੱਢ ਬੰਨ੍ਹੇਗੀ - ਸੇਖੋਂ/ਚੇਤਲੀ — [973, 1963, 1493, 2012]
body-longowal-3: ਲੌਂਗੋਵਾਲ 29 ਅਕਤੂਬਰ (ਪ੍ਰਦੀਪ ਸਿੰਘ ਸੱਪਲ) ਅਕਾਲ ਡਿਗਰੀ ਕਾਲਜ ਦੇ ਵਿਦਿਆਰਥੀਆਂ ਵੱਲੋਂ ਪਿੰਗਲਵਾੜਾ ਸ਼ਾਖਾ ਦਾ ਦੌਰਾ ਕੀਤਾ ਗਿਆ। ਕਾਲਜ ਪ੍ਰਿੰਸੀਪਲ ਡਾ. ਜਸਪ੍ਰੀਤ ਸਿੰਘ ਦੀ ਅਗਵਾਈ ਹੇਠ ਐਨ.ਐਸ.ਐਸ. ਯੂਨਿਟ ਦੇ ਵਿਦਿਆਰਥੀਆਂ ਨੇ ਪਿੰਗਲਵਾੜਾ ਵਿਖੇ ਰਹਿ ਰਹੇ ਮਰੀਜ਼ਾਂ ਨਾਲ ਸਮਾਂ ਬਿਤਾਇਆ ਅਤੇ ਉਨ੍ਹਾਂ ਦੀ ਸੇਵਾ ਕੀਤੀ। ਪ੍ਰੋਗਰਾਮ ਦੀ ਸ਼ੁਰੂਆਤ ਸਮੇਂ 36 ਵਿਦਿਆਰਥੀਆਂ ਦੇ ਗਰੁੱਪ ਨੇ ਸੰਸਥਾ ਦੀ ਕਾਰਜਪ੍ਰਣਾਲੀ ਬਾਰੇ ਜਾਣਕਾਰੀ ਹਾਸਲ ਕੀਤੀ। ਇਸ ਮੌਕੇ ਸ਼ਾਖਾ ਦੇ ਪ੍ਰਬੰਧਕਾਂ ਨੇ ਵਿਦਿਆਰਥੀਆਂ ਨੂੰ ਭਗਤ ਪੂਰਨ ਸਿੰਘ ਜੀ ਦੇ ਜੀਵਨ ਅਤੇ ਸੇਵਾ ਭਾਵਨਾ ਬਾਰੇ ਦੱਸਿਆ। ਕਾਲਜ ਵਿਦਿਆਰਥੀਆਂ ਨੇ ਮਨੁੱਖਤਾ ਦੀ ਸੇਵਾ ਦਾ ਪ੍ਰਣ ਲਿਆ ਅਤੇ ਭਵਿੱਖ ਵਿੱਚ ਵੀ ਅਜਿਹੇ ਦੌਰੇ ਜਾਰੀ ਰੱਖਣ ਦੀ ਗੱਲ ਕਹੀ। — [265, 379, 525, 484]
headline-akali-1: ਪਿੰਡ ਪੰਜਵੜ ਵਿਖੇ ਅਕਾਲੀ ਉਮੀਦਵਾਰ ਪ੍ਰਿੰਸੀਪਲ ਸੁਖਵਿੰਦਰ ਕੌਰ — [780, 69, 1283, 94]
photo-kirtan — [1234, 1773, 1506, 1925]
headline-pargat: ਨੌਜਵਾਨ ਭਾਰਤ ਸਭਾ ਦੀ ਸਥਾਪਨਾ ਤੇ ਭਾਰਤ ਦੀ ਸੁਤੰਤਰਤਾ ਲਹਿਰ ਦੀ 46 ਵਰ੍ਹੇਗੰਢ ਤੇ ਜ਼ੋਰ ਸ਼ੋਰ ਨਾਲ ਸ਼ਾਮਿਲ ਹੋਵਾਂਗੇ : ਕਾ: ਪ੍ਰਗਟ ਪੱਟੀ — [1235, 1156, 1504, 1200]
photo-tank-1 — [378, 1750, 561, 1846]
photo-akali-3 — [977, 304, 1284, 463]
body-longowal-2: ਲੌਂਗੋਵਾਲ 29 ਅਕਤੂਬਰ (ਪ੍ਰਦੀਪ ਸਿੰਘ ਸੱਪਲ) ਅਕਾਲ ਡਿਗਰੀ ਕਾਲਜ ਦੇ ਵਿਦਿਆਰਥੀਆਂ ਵੱਲੋਂ ਪਿੰਗਲਵਾੜਾ ਸ਼ਾਖਾ ਦਾ ਦੌਰਾ ਕੀਤਾ ਗਿਆ। ਕਾਲਜ ਪ੍ਰਿੰਸੀਪਲ ਡਾ. ਜਸਪ੍ਰੀਤ ਸਿੰਘ ਦੀ ਅਗਵਾਈ ਹੇਠ ਐਨ.ਐਸ.ਐਸ. ਯੂਨਿਟ ਦੇ ਵਿਦਿਆਰਥੀਆਂ ਨੇ ਪਿੰਗਲਵਾੜਾ ਵਿਖੇ ਰਹਿ ਰਹੇ ਮਰੀਜ਼ਾਂ ਨਾਲ ਸਮਾਂ ਬਿਤਾਇਆ ਅਤੇ ਉਨ੍ਹਾਂ ਦੀ ਸੇਵਾ ਕੀਤੀ। ਪ੍ਰੋਗਰਾਮ ਦੀ ਸ਼ੁਰੂਆਤ ਸਮੇਂ 36 ਵਿਦਿਆਰਥੀਆਂ ਦੇ ਗਰੁੱਪ ਨੇ ਸੰਸਥਾ ਦੀ ਕਾਰਜਪ੍ਰਣਾਲੀ ਬਾਰੇ ਜਾਣਕਾਰੀ ਹਾਸਲ ਕੀਤੀ। ਇਸ ਮੌਕੇ ਸ਼ਾਖਾ ਦੇ ਪ੍ਰਬੰਧਕਾਂ ਨੇ ਵਿਦਿਆਰਥੀਆਂ ਨੂੰ ਭਗਤ ਪੂਰਨ ਸਿੰਘ ਜੀ ਦੇ ਜੀਵਨ ਅਤੇ ਸੇਵਾ ਭਾਵਨਾ ਬਾਰੇ ਦੱਸਿਆ। ਕਾਲਜ ਵਿਦਿਆਰਥੀਆਂ ਨੇ ਮਨੁੱਖਤਾ ਦੀ ਸੇਵਾ ਦਾ ਪ੍ਰਣ ਲਿਆ ਅਤੇ ਭਵਿੱਖ ਵਿੱਚ ਵੀ ਅਜਿਹੇ ਦੌਰੇ ਜਾਰੀ ਰੱਖਣ ਦੀ ਗੱਲ ਕਹੀ। — [533, 332, 761, 448]
headline-university: ਅਕਾਲ ਯੂਨੀਵਰਸਿਟੀ ਦੇ ਐਜੂਕੇਸ਼ਨ ਵਿਭਾਗ ਵੱਲੋਂ 'ਸਪੈਸ਼ਲ ਕੈਂਪੇਨ 5.0' ਹੇਠ ਸਫ਼ਾਈ ਅਭਿਆਨ ਕਰਵਾਇਆ — [761, 709, 1480, 731]
body-akali: ਤਰਨਤਾਰਨ/ਝਬਾਲ 29 ਅਕਤੂਬਰ (ਹਰਦੀਪ ਸਿੰਘ) ਸ਼੍ਰੋਮਣੀ ਅਕਾਲੀ ਦਲ ਦੀ ਉਮੀਦਵਾਰ ਪ੍ਰਿੰਸੀਪਲ ਸੁਖਵਿੰਦਰ ਕੌਰ ਰੰਧਾਵਾ ਦੇ ਹੱਕ ਵਿੱਚ ਪਿੰਡ ਪੰਜਵੜ ਵਿਖੇ ਵੱਡਾ ਇਕੱਠ ਹੋਇਆ। ਇਸ ਮੌਕੇ ਪਾਰਟੀ ਪ੍ਰਧਾਨ ਸੁਖਬੀਰ ਸਿੰਘ ਬਾਦਲ ਨੇ ਕਿਹਾ ਕਿ 2027 ਵਿੱਚ ਅਕਾਲੀ ਸਰਕਾਰ ਦਾ ਮੁੱਢ ਬੰਨ੍ਹਣ ਲਈ ਪ੍ਰਿੰਸੀਪਲ ਰੰਧਾਵਾ ਨੂੰ ਜਿਤਾਉਣਾ ਜ਼ਰੂਰੀ ਹੈ। ਉਨ੍ਹਾਂ ਨੇ ਲੋਕਾਂ ਨੂੰ ਅਪੀਲ ਕੀਤੀ ਕਿ ਹਲਕੇ ਦੇ ਵਿਕਾਸ ਲਈ ਤੱਕੜੀ ਦੇ ਨਿਸ਼ਾਨ ਉੱਤੇ ਮੋਹਰ ਲਗਾਈ ਜਾਵੇ। ਨਰਿੰਦਰ ਭਲਵਾਨ ਨੇ ਆਏ ਹੋਏ ਆਗੂਆਂ ਅਤੇ ਵਰਕਰਾਂ ਦਾ ਧੰਨਵਾਦ ਕੀਤਾ। — [780, 157, 969, 273]
headline-akali-2: ਰੰਧਾਵਾ ਦੇ ਹੱਕ ਵਿੱਚ ਨਰਿੰਦਰ ਭਲਵਾਨ ਨੇ ਕਰਵਾਇਆ ਵੱਡਾ ਇਕੱਠ — [780, 101, 1278, 125]
masthead-tag: ਰੋਜ਼ਾਨਾ ਅਖ਼ਬਾਰ — [1454, 0, 1496, 8]
photo-longowal-1 — [265, 142, 526, 372]
